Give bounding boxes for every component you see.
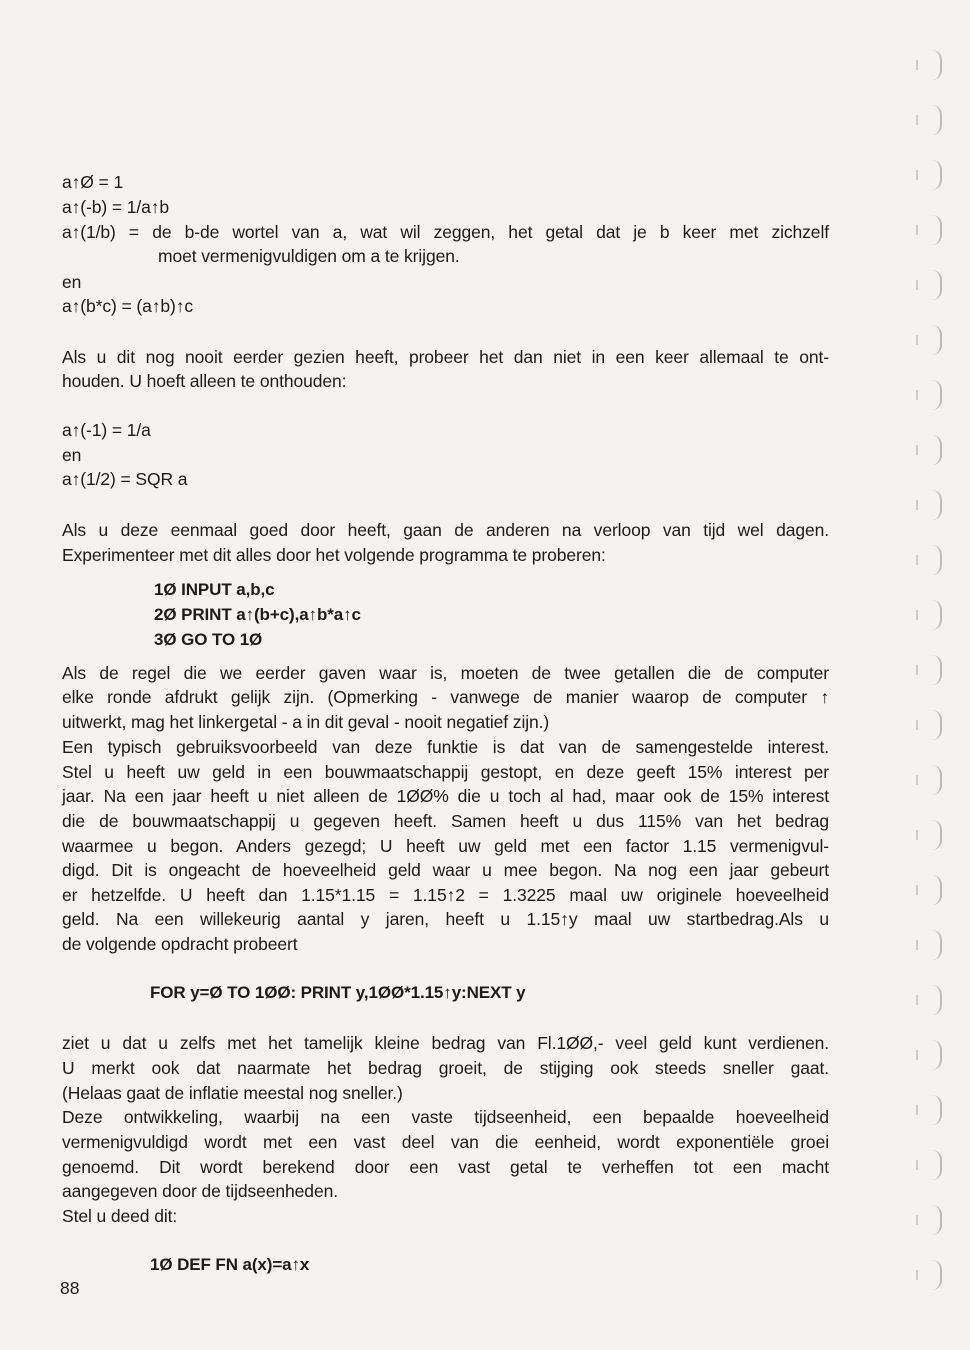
binding-ring: [926, 50, 942, 80]
text-line: waarmee u begon. Anders gezegd; U heeft uw geld met een factor 1.15 vermenigvul-: [62, 836, 829, 856]
text-line: vermenigvuldigd wordt met een vast deel van die eenheid, wordt exponentiële groei: [62, 1132, 829, 1152]
text-line: genoemd. Dit wordt berekend door een vast getal te verheffen tot een macht: [62, 1157, 829, 1177]
text-line: elke ronde afdrukt gelijk zijn. (Opmerking - vanwege de manier waarop de computer ↑: [62, 687, 829, 707]
binding-ring: [926, 380, 942, 410]
binding-ring: [926, 875, 942, 905]
text-line: Experimenteer met dit alles door het volgende programma te proberen:: [62, 545, 606, 565]
text-line: ziet u dat u zelfs met het tamelijk kleine bedrag van Fl.1ØØ,- veel geld kunt verdienen.: [62, 1033, 829, 1053]
text-line: en: [62, 445, 82, 465]
code-line: 1Ø DEF FN a(x)=a↑x: [150, 1255, 310, 1274]
binding-ring: [926, 1260, 942, 1290]
code-line: 3Ø GO TO 1Ø: [154, 630, 263, 649]
text-line: uitwerkt, mag het linkergetal - a in dit geval - nooit negatief zijn.): [62, 712, 550, 732]
binding-ring: [926, 1150, 942, 1180]
code-line: 2Ø PRINT a↑(b+c),a↑b*a↑c: [154, 605, 361, 624]
binding-ring: [926, 105, 942, 135]
text-line: geld. Na een willekeurig aantal y jaren, heeft u 1.15↑y maal uw startbedrag.Als u: [62, 909, 829, 929]
binding-ring: [926, 985, 942, 1015]
binding-ring: [926, 1040, 942, 1070]
page-number: 88: [60, 1278, 80, 1298]
binding-ring: [926, 215, 942, 245]
binding-ring: [926, 710, 942, 740]
text-line: moet vermenigvuldigen om a te krijgen.: [158, 246, 460, 266]
text-line: Een typisch gebruiksvoorbeeld van deze funktie is dat van de samengestelde interest.: [62, 737, 829, 757]
text-line: (Helaas gaat de inflatie meestal nog sneller.): [62, 1083, 403, 1103]
binding-ring: [926, 1205, 942, 1235]
binding-margin: [920, 30, 950, 1330]
binding-ring: [926, 270, 942, 300]
binding-ring: [926, 930, 942, 960]
text-line: Als u deze eenmaal goed door heeft, gaan de anderen na verloop van tijd wel dagen.: [62, 520, 829, 540]
binding-ring: [926, 435, 942, 465]
text-line: en: [62, 272, 82, 292]
binding-ring: [926, 325, 942, 355]
formula-line: a↑(1/b) = de b-de wortel van a, wat wil zeggen, het getal dat je b keer met zichzelf: [62, 222, 829, 242]
text-line: de volgende opdracht probeert: [62, 934, 298, 954]
code-line: FOR y=Ø TO 1ØØ: PRINT y,1ØØ*1.15↑y:NEXT y: [150, 983, 526, 1002]
text-line: Stel u heeft uw geld in een bouwmaatschappij gestopt, en deze geeft 15% interest per: [62, 762, 829, 782]
binding-ring: [926, 1095, 942, 1125]
formula-line: a↑(b*c) = (a↑b)↑c: [62, 296, 194, 316]
text-line: U merkt ook dat naarmate het bedrag groeit, de stijging ook steeds sneller gaat.: [62, 1058, 829, 1078]
text-line: er hetzelfde. U heeft dan 1.15*1.15 = 1.15↑2 = 1.3225 maal uw originele hoeveelheid: [62, 885, 829, 905]
binding-ring: [926, 160, 942, 190]
text-line: Als u dit nog nooit eerder gezien heeft, probeer het dan niet in een keer allemaal te ont-: [62, 347, 829, 367]
text-line: jaar. Na een jaar heeft u niet alleen de 1ØØ% die u toch al had, maar ook de 15% interest: [62, 786, 829, 806]
formula-line: a↑Ø = 1: [62, 172, 124, 192]
binding-ring: [926, 600, 942, 630]
formula-line: a↑(-b) = 1/a↑b: [62, 197, 170, 217]
code-line: 1Ø INPUT a,b,c: [154, 580, 275, 599]
formula-line: a↑(-1) = 1/a: [62, 420, 151, 440]
binding-ring: [926, 765, 942, 795]
binding-ring: [926, 820, 942, 850]
binding-ring: [926, 545, 942, 575]
text-line: aangegeven door de tijdseenheden.: [62, 1181, 338, 1201]
text-line: Stel u deed dit:: [62, 1206, 178, 1226]
text-line: houden. U hoeft alleen te onthouden:: [62, 371, 347, 391]
binding-ring: [926, 490, 942, 520]
binding-ring: [926, 655, 942, 685]
text-line: die de bouwmaatschappij u gegeven heeft. Samen heeft u dus 115% van het bedrag: [62, 811, 829, 831]
text-line: digd. Dit is ongeacht de hoeveelheid geld waar u mee begon. Na nog een jaar gebeurt: [62, 860, 829, 880]
text-line: Deze ontwikkeling, waarbij na een vaste tijdseenheid, een bepaalde hoeveelheid: [62, 1107, 829, 1127]
text-line: Als de regel die we eerder gaven waar is, moeten de twee getallen die de computer: [62, 663, 829, 683]
formula-line: a↑(1/2) = SQR a: [62, 469, 188, 489]
